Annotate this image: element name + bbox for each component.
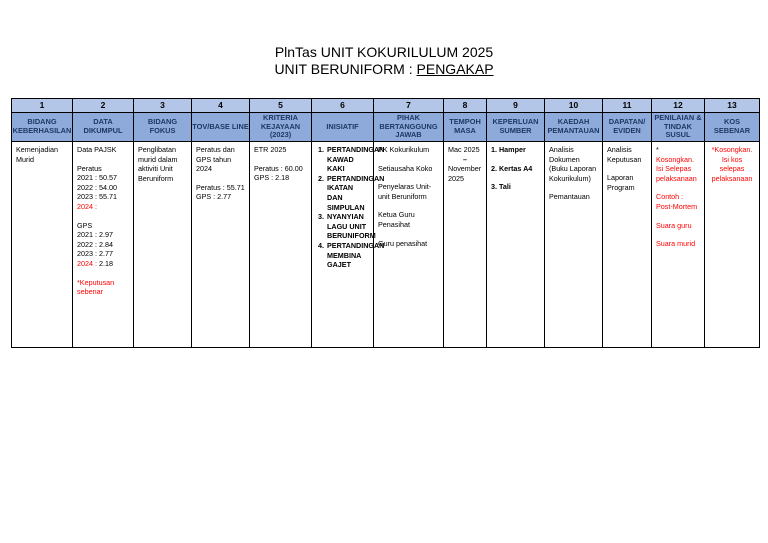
cell-text: 2022 : 54.00	[77, 182, 117, 192]
col-header: KRITERIA KEJAYAAN (2023)	[250, 113, 312, 142]
list-item: 3. Tali	[491, 182, 511, 192]
cell-text: GPS : 2.18	[254, 173, 290, 183]
cell-text: Data PAJSK	[77, 145, 117, 154]
cell-text: –	[463, 154, 467, 164]
col-number: 3	[134, 99, 192, 113]
cell-text: Peratus : 55.71	[196, 182, 245, 192]
page-title: PlnTas UNIT KOKURILULUM 2025	[274, 44, 494, 60]
cell-text: 2023 : 2.77	[77, 249, 113, 259]
column-number-row	[12, 99, 760, 113]
list-item: 3. NYANYIAN LAGU UNIT BERUNIFORM	[326, 212, 369, 241]
cell-text: Ketua Guru Penasihat	[378, 210, 415, 229]
cell-kriteria-kejayaan	[250, 142, 312, 348]
col-number: 4	[192, 99, 250, 113]
col-header: TOV/BASE LINE	[192, 113, 250, 142]
cell-text: Suara murid	[656, 239, 696, 249]
col-number: 11	[603, 99, 652, 113]
cell-text: Contoh : Post-Mortem	[656, 192, 698, 211]
cell-text: Penglibatan murid dalam aktiviti Unit Beruniform	[138, 145, 178, 183]
subtitle-unit-name: PENGAKAP	[416, 61, 494, 77]
cell-text: GPS : 2.77	[196, 192, 232, 202]
page-subtitle	[0, 61, 768, 77]
cell-text: ETR 2025	[254, 145, 287, 154]
cell-text: Suara guru	[656, 220, 692, 230]
col-number: 9	[487, 99, 545, 113]
cell-text: Pemantauan	[549, 192, 590, 202]
cell-note: *Keputusan sebenar	[77, 277, 115, 297]
col-header: KEPERLUAN SUMBER	[487, 113, 545, 142]
cell-kaedah-pemantauan	[545, 142, 603, 348]
cell-text: 2.18	[96, 258, 113, 268]
cell-text: Laporan Program	[607, 173, 635, 192]
cell-text: 2023 : 55.71	[77, 192, 117, 202]
cell-tov-baseline	[192, 142, 250, 348]
cell-tempoh-masa	[444, 142, 487, 348]
list-item: 2. Kertas A4	[491, 163, 533, 173]
col-header: BIDANG FOKUS	[134, 113, 192, 142]
col-header: PIHAK BERTANGGUNG JAWAB	[374, 113, 444, 142]
col-number: 1	[12, 99, 73, 113]
cell-text: Analisis Dokumen (Buku Laporan Kokurikulum)	[549, 145, 597, 183]
plan-table	[11, 98, 760, 348]
cell-text: Analisis Keputusan	[607, 145, 642, 164]
cell-bidang-fokus	[134, 142, 192, 348]
col-number: 13	[705, 99, 760, 113]
list-item: 2. PERTANDINGAN IKATAN DAN SIMPULAN	[326, 174, 369, 212]
col-header: INISIATIF	[312, 113, 374, 142]
column-header-row	[12, 113, 760, 142]
cell-text: Mac 2025	[448, 145, 480, 154]
cell-dapatan-eviden	[603, 142, 652, 348]
cell-text: *Kosongkan. Isi kos selepas pelaksanaan	[711, 145, 753, 183]
cell-text: Peratus : 60.00	[254, 163, 303, 173]
cell-kos-sebenar	[705, 142, 760, 348]
col-number: 12	[652, 99, 705, 113]
cell-text: Kosongkan. Isi Selepas pelaksanaan	[656, 154, 697, 183]
col-header: BIDANG KEBERHASILAN	[12, 113, 73, 142]
list-item: 1. PERTANDINGAN KAWAD KAKI	[326, 145, 369, 174]
col-number: 10	[545, 99, 603, 113]
cell-text: Penyelaras Unit-unit Beruniform	[378, 182, 432, 201]
cell-text	[77, 259, 129, 269]
cell-data-dikumpul	[73, 142, 134, 348]
cell-text: November 2025	[448, 164, 482, 183]
inisiatif-list	[316, 145, 385, 270]
col-number: 5	[250, 99, 312, 113]
cell-pihak-bertanggungjawab	[374, 142, 444, 348]
cell-text: 2021 : 2.97	[77, 230, 113, 240]
col-number: 8	[444, 99, 487, 113]
cell-inisiatif	[312, 142, 385, 348]
col-number: 7	[374, 99, 444, 113]
cell-bidang-keberhasilan	[12, 142, 73, 348]
col-number: 2	[73, 99, 134, 113]
col-header: DATA DIKUMPUL	[73, 113, 134, 142]
cell-text: 2024 :	[77, 258, 97, 268]
col-header: TEMPOH MASA	[444, 113, 487, 142]
cell-text: Kemenjadian Murid	[16, 145, 58, 164]
cell-text: PK Kokurikulum	[378, 145, 430, 154]
cell-keperluan-sumber	[487, 142, 545, 348]
col-header: KOS SEBENAR	[705, 113, 760, 142]
cell-text: 2024 :	[77, 201, 97, 211]
list-item: 1. Hamper	[491, 145, 526, 154]
col-number: 6	[312, 99, 374, 113]
cell-text: Peratus	[77, 163, 102, 173]
cell-text: Guru penasihat	[378, 238, 428, 248]
list-item: 4. PERTANDINGAN MEMBINA GAJET	[326, 241, 369, 270]
cell-text: Peratus dan GPS tahun 2024	[196, 145, 235, 174]
col-header: KAEDAH PEMANTAUAN	[545, 113, 603, 142]
col-header: PENILAIAN & TINDAK SUSUL	[652, 113, 705, 142]
cell-text: GPS	[77, 220, 93, 230]
cell-text: *	[656, 145, 659, 154]
col-header: DAPATAN/ EVIDEN	[603, 113, 652, 142]
cell-text: 2021 : 50.57	[77, 173, 117, 183]
cell-text: Setiausaha Koko	[378, 163, 433, 173]
table-row	[12, 142, 760, 348]
cell-text: 2022 : 2.84	[77, 239, 113, 249]
cell-penilaian-tindak-susul	[652, 142, 705, 348]
subtitle-prefix: UNIT BERUNIFORM :	[274, 61, 417, 77]
